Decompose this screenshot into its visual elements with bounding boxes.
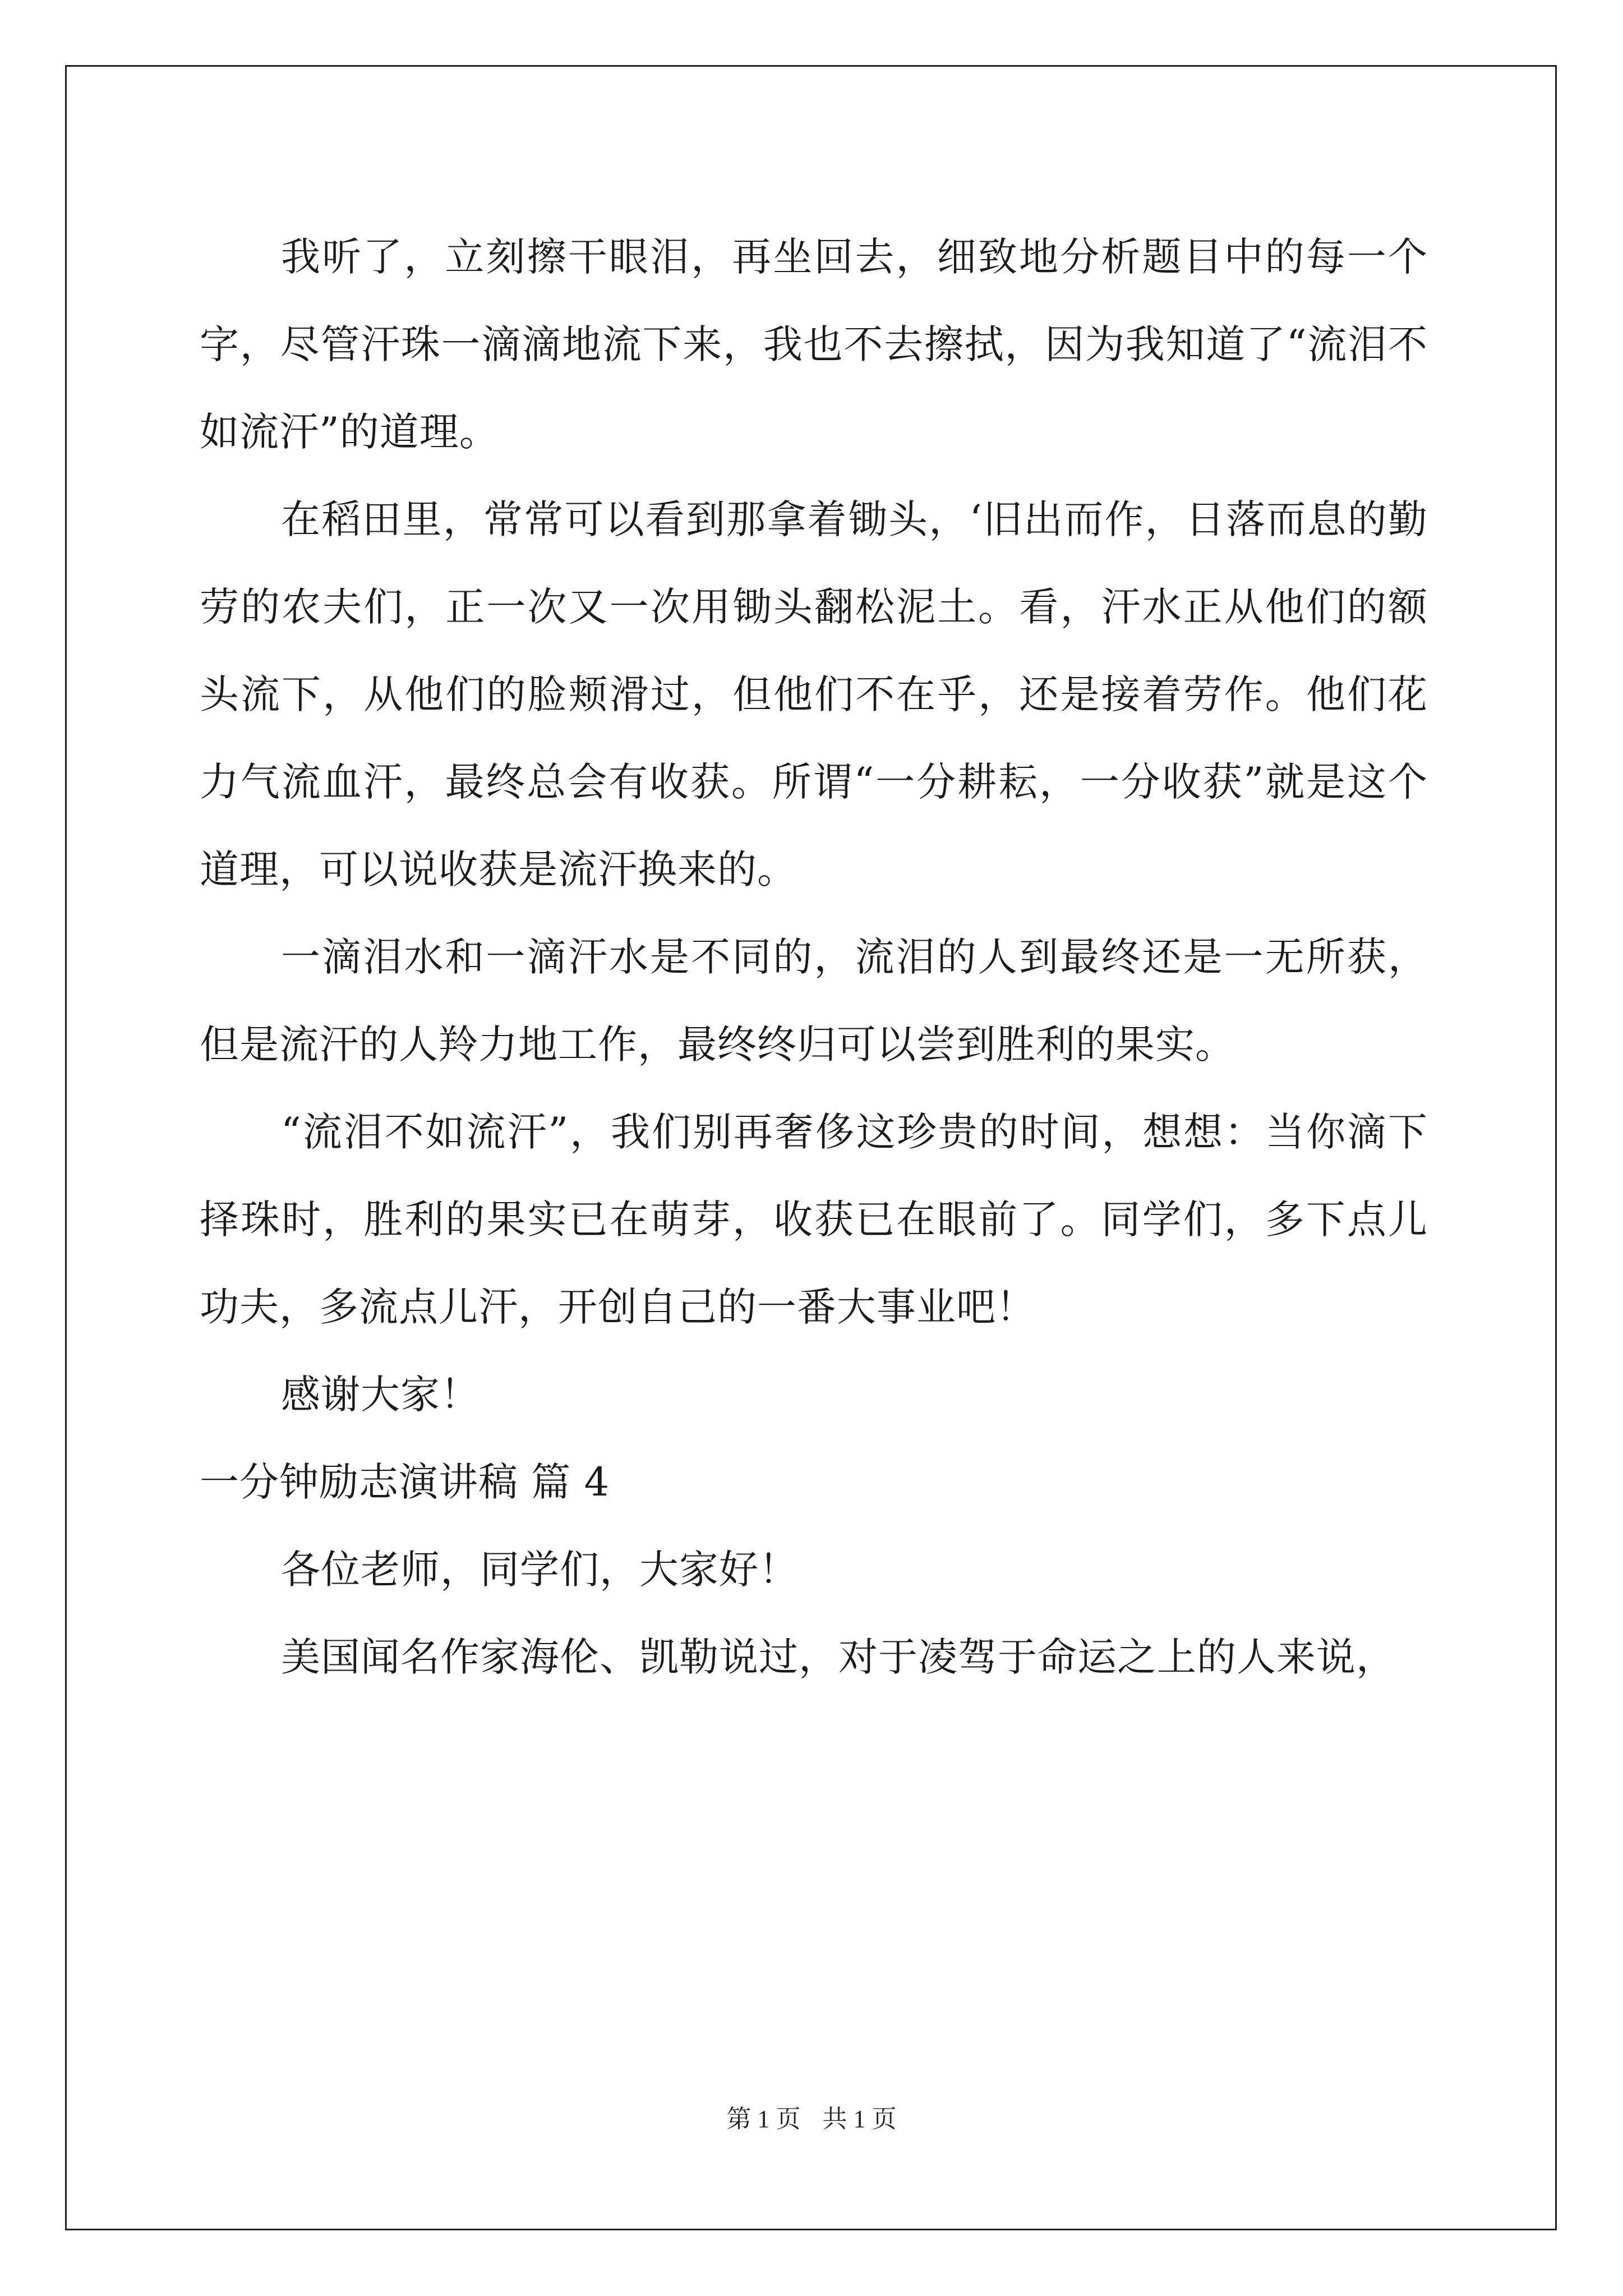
page-total: 共 1 页	[822, 2105, 897, 2133]
paragraph: 我听了，立刻擦干眼泪，再坐回去，细致地分析题目中的每一个字，尽管汗珠一滴滴地流下来，我也不去擦拭，因为我知道了“流泪不如流汗”的道理。	[200, 234, 1428, 455]
paragraph: 一滴泪水和一滴汗水是不同的，流泪的人到最终还是一无所获，但是流汗的人羚力地工作，最终终归可以尝到胜利的果实。	[200, 934, 1428, 1068]
paragraph: 在稻田里，常常可以看到那拿着锄头，‘旧出而作，日落而息的勤劳的农夫们，正一次又一次用锄头翻松泥土。看，汗水正从他们的额头流下，从他们的脸颊滑过，但他们不在乎，还是接着劳作。他们花力气流血汗，最终总会有收获。所谓“一分耕耘，一分收获”就是这个道理，可以说收获是流汗换来的。	[200, 496, 1428, 892]
section-heading: 一分钟励志演讲稿 篇 4	[200, 1459, 610, 1505]
paragraph: 各位老师，同学们，大家好！	[281, 1547, 799, 1593]
page-footer	[0, 2102, 1623, 2136]
paragraph: 美国闻名作家海伦、凯勒说过，对于凌驾于命运之上的人来说，	[281, 1634, 1396, 1680]
page-number: 第 1 页	[726, 2105, 801, 2133]
document-body	[200, 213, 1428, 1701]
paragraph: “流泪不如流汗”，我们别再奢侈这珍贵的时间，想想：当你滴下择珠时，胜利的果实已在萌芽，收获已在眼前了。同学们，多下点儿功夫，多流点儿汗，开创自己的一番大事业吧！	[200, 1109, 1428, 1330]
paragraph: 感谢大家！	[281, 1372, 480, 1418]
